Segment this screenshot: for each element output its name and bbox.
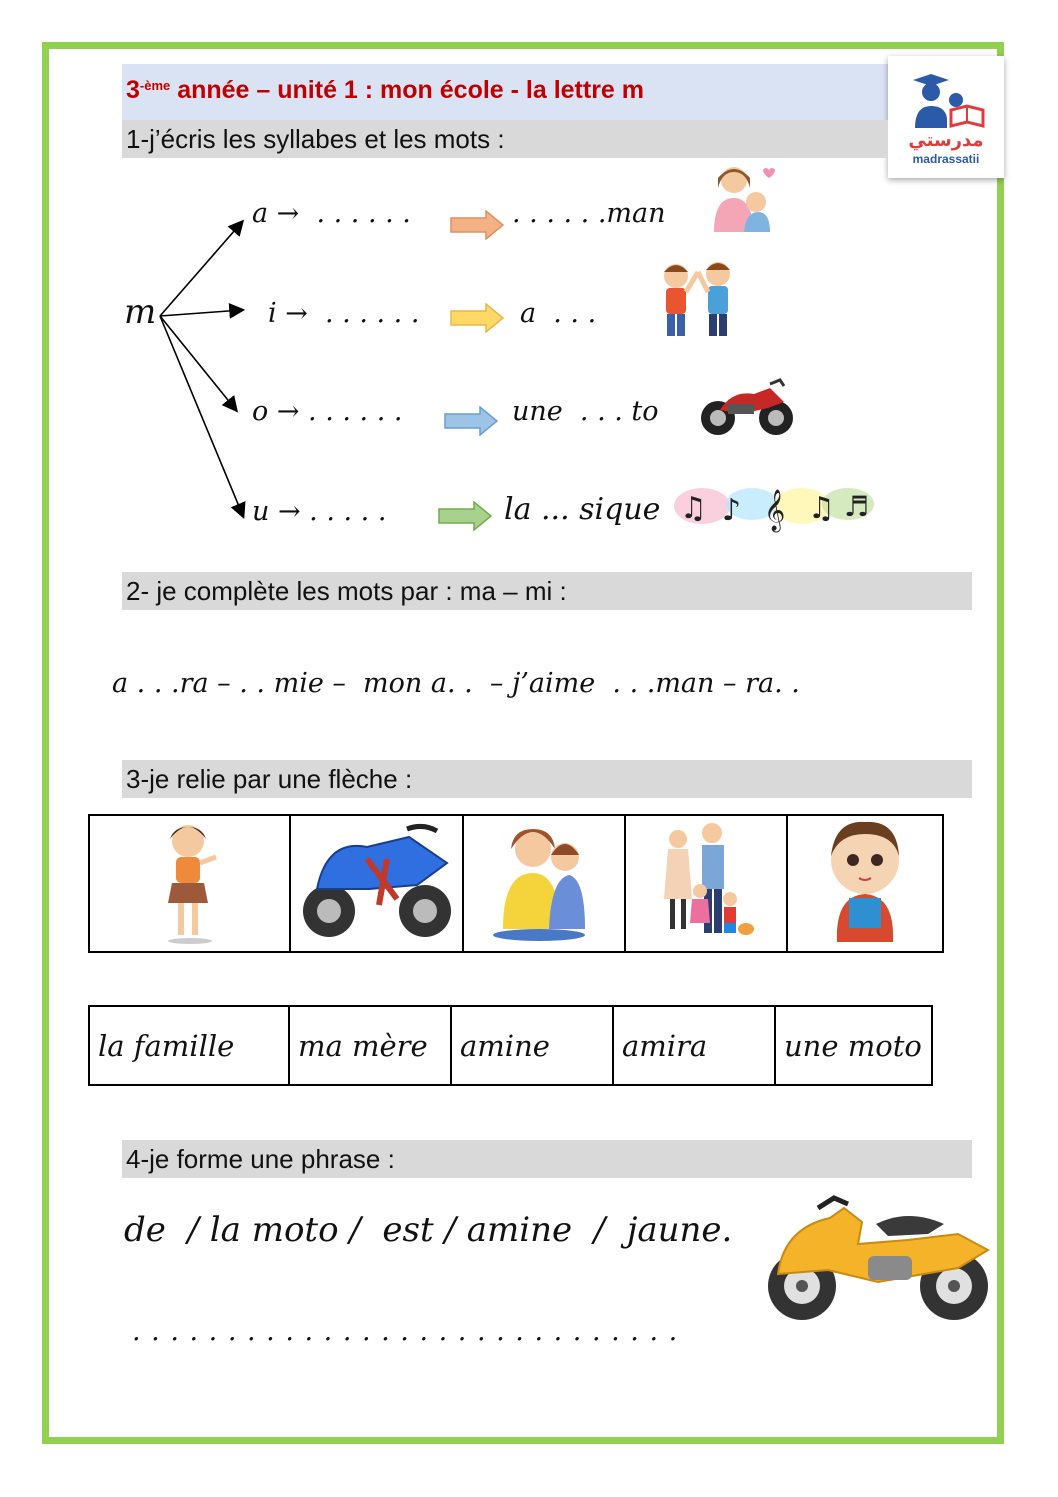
- two-boys-icon: [656, 258, 742, 342]
- row-u-left: u → . . . . .: [252, 496, 387, 527]
- row-u-right: la ... sique: [504, 492, 661, 527]
- pictures-table: [88, 814, 944, 953]
- word-cell-amira[interactable]: amira: [613, 1006, 775, 1085]
- picture-cell-motorcycle[interactable]: [290, 815, 463, 952]
- picture-cell-girl[interactable]: [89, 815, 290, 952]
- svg-text:𝄞: 𝄞: [764, 490, 786, 531]
- logo-arabic-text: مدرستي: [908, 130, 984, 151]
- row-i-arrow-icon: [450, 303, 505, 333]
- girl-icon: [150, 817, 230, 945]
- word-cell-une-moto[interactable]: une moto: [775, 1006, 932, 1085]
- title-text: année – unité 1 : mon école - la lettre m: [170, 76, 645, 104]
- row-o-right: une . . . to: [512, 396, 659, 427]
- svg-text:♪: ♪: [722, 493, 742, 528]
- exercise2-line: a . . .ra – . . mie – mon a. . – j’aime . . .man – ra. .: [112, 668, 800, 699]
- family-icon: [656, 819, 756, 943]
- exercise2-instruction: 2- je complète les mots par : ma – mi :: [122, 572, 972, 610]
- word-cell-amine[interactable]: amine: [451, 1006, 613, 1085]
- sentence-words: de / la moto / est / amine / jaune.: [124, 1210, 733, 1250]
- row-a-left: a → . . . . . .: [252, 198, 411, 229]
- title-superscript: -ème: [139, 78, 171, 93]
- branch-arrow-o: [160, 316, 236, 410]
- picture-cell-family[interactable]: [625, 815, 787, 952]
- music-notes-icon: [672, 478, 878, 534]
- row-i-left: i → . . . . . .: [268, 298, 420, 329]
- exercise3-instruction: 3-je relie par une flèche :: [122, 760, 972, 798]
- red-motorcycle-icon: [698, 374, 796, 438]
- exercise1-instruction: 1-j’écris les syllabes et les mots :: [122, 120, 888, 158]
- logo-latin-text: madrassatii: [912, 152, 980, 166]
- word-cell-ma-mere[interactable]: ma mère: [289, 1006, 451, 1085]
- branch-arrow-a: [160, 222, 242, 316]
- branch-arrows: [0, 0, 1058, 560]
- svg-text:♫: ♫: [808, 491, 835, 526]
- exercise4-instruction: 4-je forme une phrase :: [122, 1140, 972, 1178]
- answer-line[interactable]: . . . . . . . . . . . . . . . . . . . . . . . . . . . . .: [132, 1316, 679, 1347]
- mother-baby-icon: [708, 162, 778, 232]
- row-u-arrow-icon: [438, 501, 493, 531]
- mother-child-icon: [489, 819, 599, 943]
- row-o-arrow-icon: [444, 406, 499, 436]
- row-a-arrow-icon: [450, 210, 505, 240]
- blue-motorcycle-icon: [297, 819, 457, 943]
- row-i-right: a . . .: [520, 298, 597, 329]
- root-letter: m: [124, 292, 157, 332]
- row-a-right: . . . . . .man: [512, 198, 666, 229]
- title-number: 3: [126, 76, 140, 104]
- branch-arrow-i: [160, 310, 242, 316]
- svg-text:♬: ♬: [844, 490, 870, 523]
- baby-boy-icon: [815, 816, 915, 946]
- words-table: [88, 1005, 933, 1086]
- word-cell-la-famille[interactable]: la famille: [89, 1006, 289, 1085]
- branch-arrow-u: [160, 316, 243, 516]
- picture-cell-mother-child[interactable]: [463, 815, 625, 952]
- svg-text:♫: ♫: [680, 491, 707, 526]
- picture-cell-baby[interactable]: [787, 815, 943, 952]
- row-o-left: o → . . . . . .: [252, 396, 403, 427]
- yellow-motorcycle-icon: [758, 1194, 998, 1324]
